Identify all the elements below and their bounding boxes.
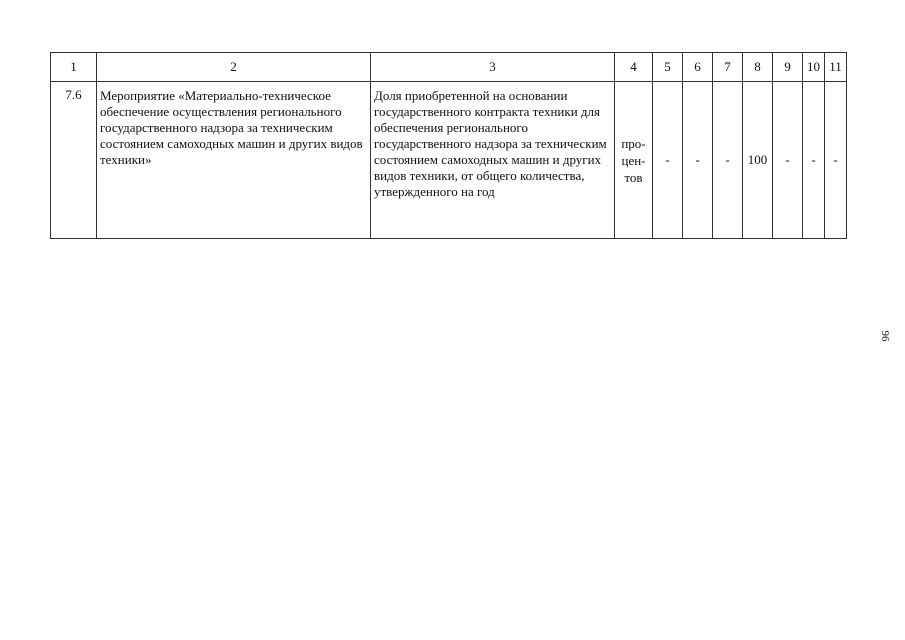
page-number: 96 [879,330,891,342]
value-cell-8: 100 [743,82,773,239]
column-header-1: 1 [51,53,97,82]
column-header-7: 7 [713,53,743,82]
column-header-9: 9 [773,53,803,82]
column-header-11: 11 [825,53,847,82]
value-cell-11: - [825,82,847,239]
unit-cell [615,82,653,239]
column-header-8: 8 [743,53,773,82]
event-cell: Мероприятие «Материально-техническое обеспечение осуществления регионального государственного надзора за техническим состоянием самоходных машин и других видов техники» [97,82,371,239]
value-cell-10: - [803,82,825,239]
column-header-10: 10 [803,53,825,82]
value-cell-9: - [773,82,803,239]
indicator-cell: Доля приобретенной на основании государственного контракта техники для обеспечения регионального государственного надзора за техническим состоянием самоходных машин и других видов техники, от общего количества, утвержденного на год [371,82,615,239]
column-header-2: 2 [97,53,371,82]
value-cell-7: - [713,82,743,239]
unit-text: про- цен- тов [621,135,646,185]
row-number: 7.6 [51,82,97,239]
column-header-4: 4 [615,53,653,82]
column-header-6: 6 [683,53,713,82]
column-header-5: 5 [653,53,683,82]
value-cell-6: - [683,82,713,239]
indicator-table [50,52,847,239]
column-header-3: 3 [371,53,615,82]
table-row [51,82,847,239]
value-cell-5: - [653,82,683,239]
header-row [51,53,847,82]
